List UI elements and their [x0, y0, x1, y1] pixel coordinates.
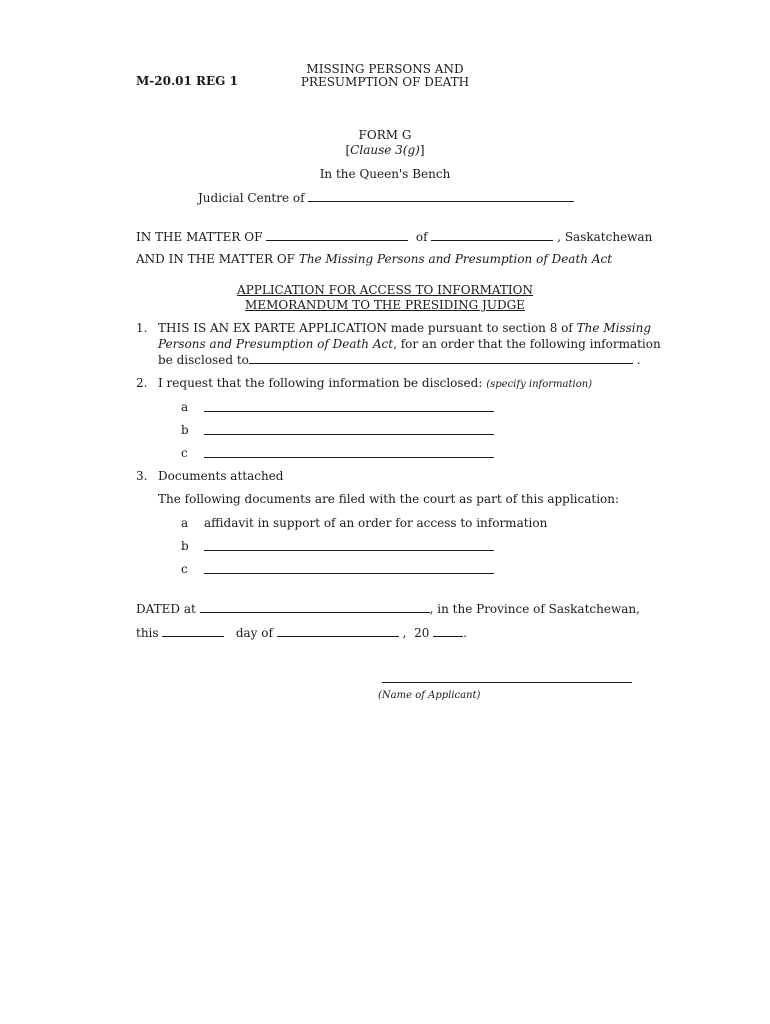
item3-sub-b-field[interactable]: [204, 539, 494, 551]
item2-sub-a-label: a: [181, 400, 189, 414]
item1-text-c: be disclosed to: [158, 353, 249, 367]
item2-sub-a-field[interactable]: [204, 400, 494, 412]
item2-sub-c-label: c: [181, 446, 188, 460]
and-in-the-matter-label: AND IN THE MATTER OF: [136, 252, 295, 266]
this-label: this: [136, 626, 159, 640]
matter-place-field[interactable]: [431, 229, 553, 241]
signature-label: (Name of Applicant): [378, 690, 481, 701]
form-name: FORM G: [358, 128, 412, 142]
disclosed-to-field[interactable]: [249, 352, 633, 364]
date-period: .: [463, 626, 467, 640]
header-title-line1: MISSING PERSONS AND: [306, 62, 464, 76]
item3-number: 3.: [136, 469, 148, 483]
header-title-line2: PRESUMPTION OF DEATH: [300, 75, 470, 89]
court-name: In the Queen's Bench: [319, 167, 451, 181]
item2-sub-c-field-wrap: [204, 446, 494, 462]
item1-line3: [158, 352, 641, 368]
item1-end: .: [636, 353, 641, 367]
date-comma: ,: [402, 626, 407, 640]
judicial-centre-label: Judicial Centre of: [198, 191, 305, 205]
year-prefix: 20: [414, 626, 430, 640]
date-row: [136, 625, 467, 641]
application-heading-line1: APPLICATION FOR ACCESS TO INFORMATION: [237, 283, 533, 297]
clause-bracket-open: [: [345, 143, 351, 157]
form-clause: [0, 143, 770, 158]
item2-number: 2.: [136, 376, 148, 390]
dated-at-field[interactable]: [200, 601, 430, 613]
day-field[interactable]: [162, 625, 224, 637]
of-label: of: [415, 230, 428, 244]
act-name: The Missing Persons and Presumption of Death Act: [298, 252, 613, 266]
item3-sub-a-label: a: [181, 516, 189, 530]
dated-at-label: DATED at: [136, 602, 196, 616]
application-heading-line2: MEMORANDUM TO THE PRESIDING JUDGE: [245, 298, 525, 312]
signature-line[interactable]: [382, 671, 632, 683]
clause-bracket-close: ]: [419, 143, 425, 157]
item3-sub-c-label: c: [181, 562, 188, 576]
item1-number: 1.: [136, 321, 148, 335]
item3-sub-b-label: b: [181, 539, 189, 553]
month-field[interactable]: [277, 625, 399, 637]
item2-sub-a-field-wrap: [204, 400, 494, 416]
item2-text: I request that the following information be disclosed:: [158, 376, 483, 390]
province-label: , in the Province of Saskatchewan,: [429, 602, 640, 616]
clause-reference: Clause 3(g): [350, 143, 420, 157]
item2-line: [158, 376, 592, 392]
item2-sub-b-field-wrap: [204, 423, 494, 439]
item1-text-b: , for an order that the following information: [393, 337, 661, 351]
year-field[interactable]: [433, 625, 463, 637]
item1-line2: [158, 337, 661, 352]
item1-act-part1: The Missing: [576, 321, 652, 335]
and-in-the-matter-row: [136, 252, 612, 267]
item3-sub-a-text: affidavit in support of an order for access to information: [204, 516, 548, 530]
item2-note: (specify information): [486, 379, 593, 390]
item1-text-a: THIS IS AN EX PARTE APPLICATION made pursuant to section 8 of: [158, 321, 573, 335]
item3-intro: The following documents are filed with the court as part of this application:: [158, 492, 620, 506]
in-the-matter-label: IN THE MATTER OF: [136, 230, 263, 244]
matter-name-field[interactable]: [266, 229, 408, 241]
judicial-centre-field[interactable]: [308, 190, 574, 202]
item2-sub-b-label: b: [181, 423, 189, 437]
item3-sub-c-field[interactable]: [204, 562, 494, 574]
item3-title: Documents attached: [158, 469, 284, 483]
in-the-matter-row: [136, 229, 652, 245]
item3-sub-c-field-wrap: [204, 562, 494, 578]
judicial-centre-row: [198, 190, 574, 206]
item3-sub-b-field-wrap: [204, 539, 494, 555]
saskatchewan-label: , Saskatchewan: [557, 230, 653, 244]
day-of-label: day of: [235, 626, 273, 640]
item1-act-part2: Persons and Presumption of Death Act: [158, 337, 394, 351]
dated-row: [136, 601, 640, 617]
item2-sub-c-field[interactable]: [204, 446, 494, 458]
regulation-code: M-20.01 REG 1: [136, 74, 238, 88]
item1-line1: [158, 321, 651, 336]
signature-line-wrap: [382, 671, 632, 687]
item2-sub-b-field[interactable]: [204, 423, 494, 435]
